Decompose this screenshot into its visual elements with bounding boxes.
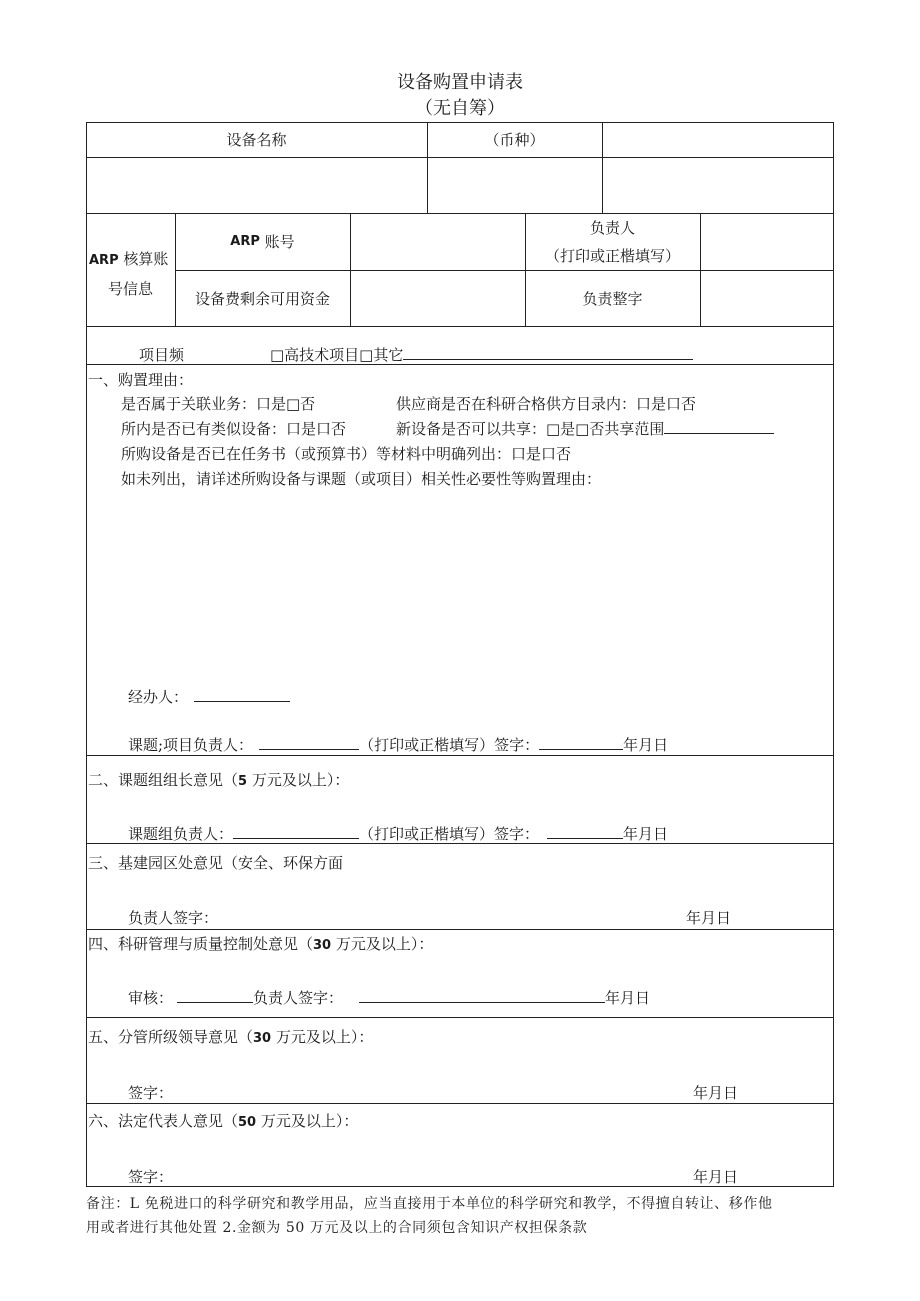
project-leader-row [128, 734, 668, 755]
form-title: 设备购置申请表 [397, 72, 523, 93]
section2-heading: 二、课题组组长意见（5 万元及以上）： [88, 771, 350, 789]
amount-field[interactable] [602, 122, 833, 213]
responsible-line2: （打印或正楷填写） [544, 246, 680, 265]
note-line2: 用或者进行其他处置 2.金额为 50 万元及以上的合同须包含知识产权担保条款 [86, 1220, 588, 1236]
equipment-name-header: 设备名称 [226, 131, 287, 149]
q-similar-equipment[interactable]: 所内是否已有类似设备：口是口否 [121, 420, 347, 438]
section4-sign-row [128, 987, 650, 1008]
q-qualified-supplier[interactable]: 供应商是否在科研合格供方目录内：口是口否 [396, 395, 697, 413]
share-scope-blank[interactable] [664, 419, 774, 434]
arp-account-label: ARP 账号 [230, 233, 295, 251]
remaining-funds-label: 设备费剩余可用资金 [194, 289, 330, 308]
q-shareable[interactable] [396, 418, 774, 439]
equipment-name-field[interactable] [86, 157, 427, 213]
section3-sign-label: 负责人签字： [128, 909, 219, 927]
q-listed-in-task[interactable]: 所购设备是否已在任务书（或预算书）等材料中明确列出：口是口否 [121, 445, 572, 463]
section2-date: 年月日 [623, 825, 669, 843]
currency-field[interactable] [427, 157, 602, 213]
section1-date: 年月日 [623, 736, 669, 754]
section3-date: 年月日 [686, 909, 732, 927]
form-subtitle: （无自筹） [415, 98, 505, 119]
responsible-line1: 负责人 [589, 218, 635, 237]
section6-sign-label: 签字： [128, 1168, 174, 1186]
section1-heading: 一、购置理由： [88, 371, 194, 389]
project-leader-sign-blank[interactable] [539, 735, 623, 750]
project-type-other-blank[interactable] [403, 345, 693, 360]
project-leader-label: 课题;项目负责人： [128, 736, 254, 754]
project-type-options[interactable] [270, 344, 693, 365]
project-leader-print-hint: （打印或正楷填写）签字： [359, 736, 540, 754]
section5-heading: 五、分管所级领导意见（30 万元及以上）： [88, 1028, 374, 1046]
arp-label-line1: ARP 核算账 [89, 250, 169, 268]
group-leader-blank[interactable] [233, 824, 359, 839]
section6-date: 年月日 [693, 1168, 739, 1186]
section5-date: 年月日 [693, 1084, 739, 1102]
remaining-funds-field[interactable] [350, 270, 525, 326]
section5-sign-label: 签字： [128, 1084, 174, 1102]
section6-heading: 六、法定代表人意见（50 万元及以上）： [88, 1112, 359, 1130]
project-type-label: 项目频 [139, 346, 185, 364]
project-type-options-text: □高技术项目□其它 [270, 346, 404, 364]
section2-sign-row [128, 823, 668, 844]
section4-sign-blank[interactable] [359, 988, 605, 1003]
section4-heading: 四、科研管理与质量控制处意见（30 万元及以上）： [88, 935, 434, 953]
section4-sign-label: 负责人签字： [253, 989, 344, 1007]
responsible-sign-label: 负责整字 [582, 289, 643, 308]
q-related-business[interactable]: 是否属于关联业务：口是□否 [121, 395, 316, 413]
review-label: 审核： [128, 989, 174, 1007]
q-shareable-text: 新设备是否可以共享：□是□否共享范围 [396, 420, 665, 438]
reason-textarea[interactable] [88, 492, 828, 672]
section4-date: 年月日 [605, 989, 651, 1007]
section2-print-hint: （打印或正楷填写）签字： [359, 825, 540, 843]
note-line1: 备注：L 免税进口的科学研究和教学用品，应当直接用于本单位的科学研究和教学，不得擅自转让、移作他 [86, 1196, 773, 1212]
handler-blank[interactable] [194, 687, 290, 702]
currency-header: （币种） [484, 131, 545, 149]
arp-account-info-label [86, 213, 175, 326]
q-reason-prompt: 如未列出，请详述所购设备与课题（或项目）相关性必要性等购置理由： [121, 470, 602, 488]
review-blank[interactable] [177, 988, 253, 1003]
arp-account-field[interactable] [350, 213, 525, 270]
project-leader-blank[interactable] [259, 735, 359, 750]
responsible-sign-field[interactable] [700, 270, 833, 326]
responsible-person-field[interactable] [700, 213, 833, 270]
arp-label-line2: 号信息 [108, 280, 154, 298]
handler-row [128, 686, 290, 707]
group-leader-label: 课题组负责人： [128, 825, 234, 843]
handler-label: 经办人： [128, 688, 189, 706]
responsible-person-label [525, 213, 700, 270]
section3-heading: 三、基建园区处意见（安全、环保方面 [88, 854, 344, 872]
group-leader-sign-blank[interactable] [547, 824, 623, 839]
